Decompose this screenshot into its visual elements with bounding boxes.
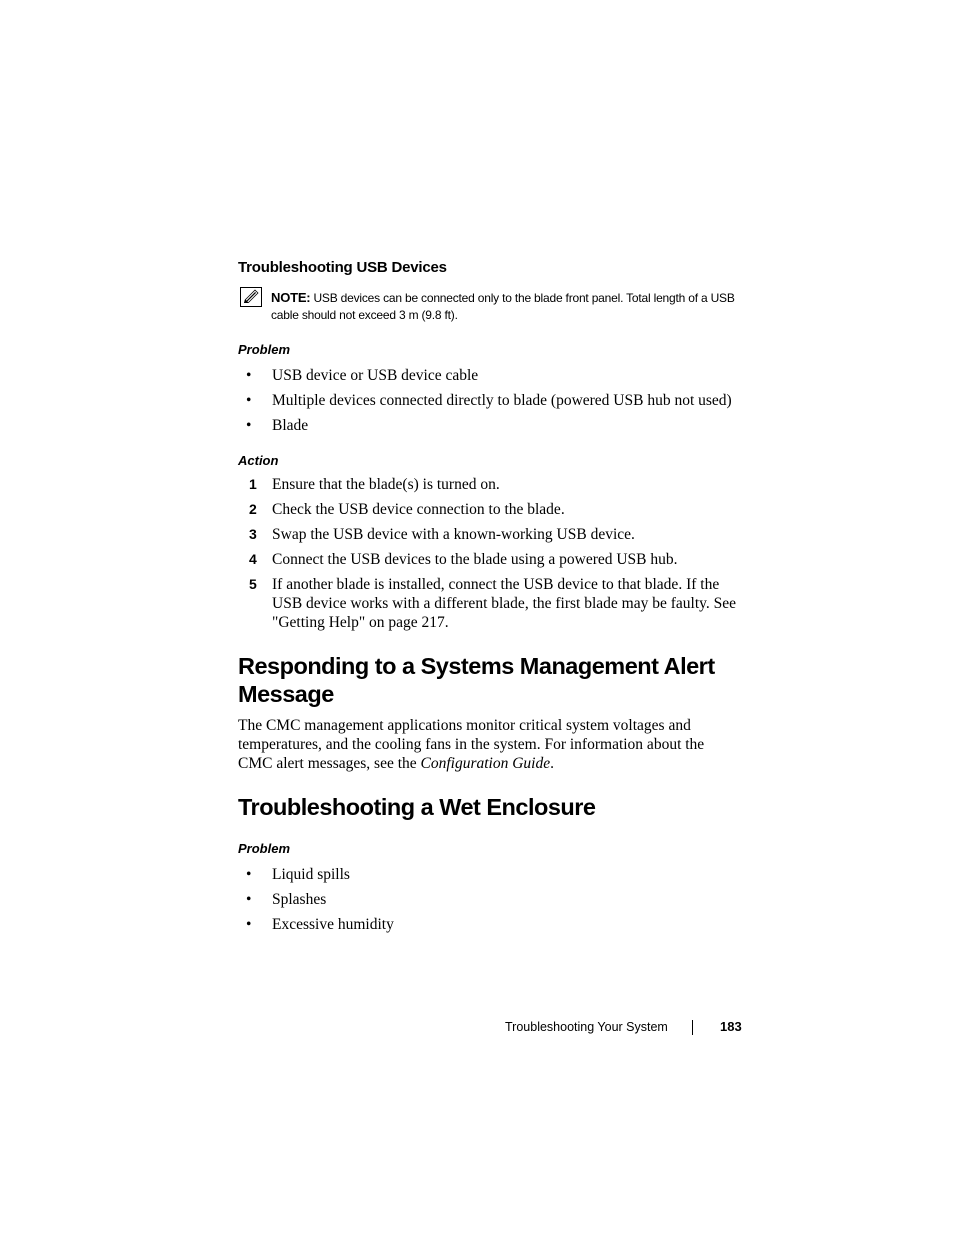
wet-problem-list [238,865,748,940]
wet-problem-label: Problem [238,841,291,856]
configuration-guide-reference: Configuration Guide [420,755,551,772]
list-item: • Multiple devices connected directly to blade (powered USB hub not used) [246,392,732,409]
list-item: 1 Ensure that the blade(s) is turned on. [249,476,500,493]
usb-problem-label: Problem [238,342,291,357]
footer-chapter-title: Troubleshooting Your System [505,1020,668,1034]
list-item: 2 Check the USB device connection to the blade. [249,501,565,518]
list-item: 5 If another blade is installed, connect the USB device to that blade. If the USB device works with a different blade, the first blade may be faulty. See "Getting Help" on page 217. [249,576,737,631]
usb-section-heading: Troubleshooting USB Devices [238,259,447,276]
wet-section-heading: Troubleshooting a Wet Enclosure [238,794,596,820]
alert-section-heading: Responding to a Systems Management Alert Message [238,653,715,707]
footer-divider [692,1020,693,1035]
usb-action-label: Action [238,453,279,468]
page-number: 183 [720,1019,742,1034]
list-item: 4 Connect the USB devices to the blade using a powered USB hub. [249,551,678,568]
list-item: • USB device or USB device cable [246,367,479,384]
alert-paragraph: The CMC management applications monitor critical system voltages and temperatures, and the cooling fans in the system. For information about the CMC alert messages, see the Configuration Guide. [238,717,705,772]
usb-problem-list [238,366,748,441]
list-item: • Excessive humidity [246,916,394,933]
note-label: NOTE: [271,290,311,305]
pencil-note-icon [240,287,262,307]
note-text: USB devices can be connected only to the blade front panel. Total length of a USB cable should not exceed 3 m (9.8 ft). [271,291,735,322]
list-item: • Liquid spills [246,866,350,883]
usb-action-list [238,475,748,638]
list-item: • Blade [246,417,309,434]
list-item: • Splashes [246,891,327,908]
usb-note [271,289,741,324]
list-item: 3 Swap the USB device with a known-working USB device. [249,526,635,543]
